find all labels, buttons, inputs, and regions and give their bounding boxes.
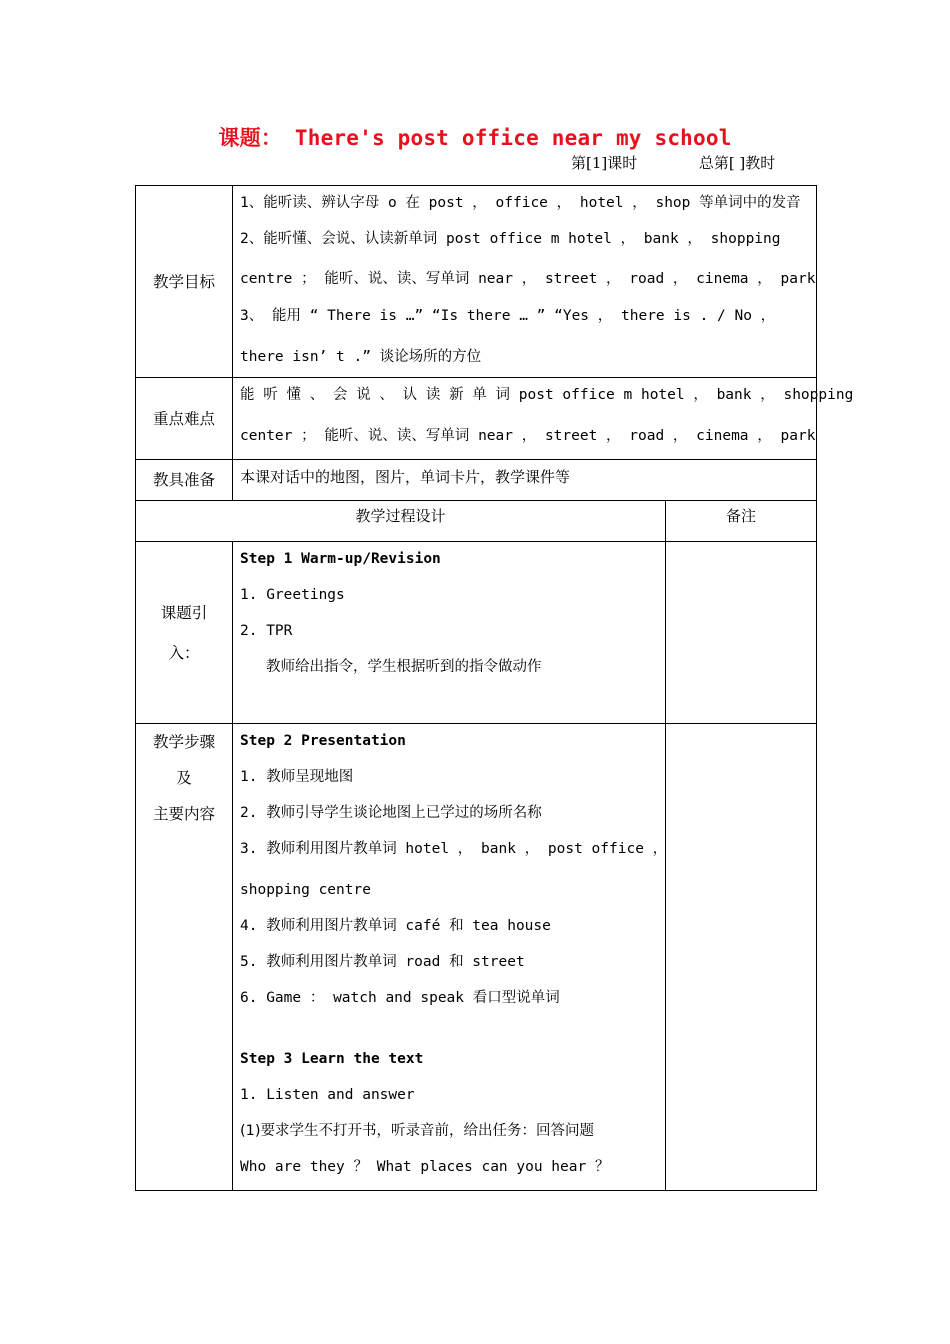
page-title (0, 122, 950, 152)
step2-item: 5. 教师利用图片教单词 road 和 street (240, 954, 525, 970)
materials-text: 本课对话中的地图，图片，单词卡片，教学课件等 (240, 468, 571, 486)
objectives-row (136, 186, 817, 378)
process-header-row (136, 501, 817, 542)
intro-label (136, 542, 233, 724)
intro-row (136, 542, 817, 724)
step1-title: Step 1 Warm-up/Revision (240, 551, 441, 567)
intro-notes (666, 542, 817, 724)
main-label-line: 及 (176, 769, 192, 787)
materials-content (233, 460, 817, 501)
intro-label-line: 课题引 (160, 603, 208, 622)
lesson-info (571, 152, 775, 173)
total-lesson-number: 总第[ ]教时 (698, 154, 776, 172)
intro-item: 1. Greetings (240, 587, 345, 603)
main-notes (666, 724, 817, 1191)
lesson-plan-table (135, 185, 854, 1191)
main-label-line: 教学步骤 (152, 733, 215, 751)
key-points-row (136, 378, 817, 460)
main-label (136, 724, 233, 1191)
intro-content (233, 542, 666, 724)
title-label: 课题： (218, 126, 283, 150)
main-row (136, 724, 817, 1191)
step2-item: shopping centre (240, 882, 371, 898)
objective-line: there isn’ t .” 谈论场所的方位 (240, 349, 482, 365)
process-design-header: 教学过程设计 (136, 501, 666, 542)
objective-line: 3、 能用 “ There is …” “Is there … ” “Yes ， there is . / No ， (240, 308, 776, 324)
objectives-label: 教学目标 (136, 186, 233, 378)
materials-row (136, 460, 817, 501)
step2-item: 2. 教师引导学生谈论地图上已学过的场所名称 (240, 805, 542, 821)
objective-line: centre ； 能听、说、读、写单词 near ， street ， road ， cinema ， park (240, 271, 816, 287)
key-point-line: center ； 能听、说、读、写单词 near ， street ， road ， cinema ， park (240, 428, 816, 444)
lesson-number: 第[1]课时 (571, 154, 638, 172)
title-text: There's post office near my school (294, 126, 732, 150)
main-content (233, 724, 666, 1191)
step3-title: Step 3 Learn the text (240, 1051, 424, 1067)
intro-detail: 教师给出指令，学生根据听到的指令做动作 (266, 659, 542, 675)
step2-item: 3. 教师利用图片教单词 hotel ， bank ， post office ， (240, 841, 668, 857)
step2-item: 6. Game ： watch and speak 看口型说单词 (240, 990, 560, 1006)
step3-item: (1)要求学生不打开书，听录音前，给出任务：回答问题 (240, 1123, 595, 1139)
key-point-line: 能 听 懂 、 会 说 、 认 读 新 单 词 post office m hotel ， bank ， shopping (240, 387, 854, 403)
main-label-line: 主要内容 (152, 805, 215, 823)
step3-item: Who are they ？ What places can you hear ？ (240, 1159, 610, 1175)
step3-item: 1. Listen and answer (240, 1087, 415, 1103)
objective-line: 2、能听懂、会说、认读新单词 post office m hotel ， bank ， shopping (240, 231, 781, 247)
intro-label-line: 入： (168, 643, 200, 662)
notes-header: 备注 (666, 501, 817, 542)
key-points-content (233, 378, 854, 460)
step2-item: 4. 教师利用图片教单词 café 和 tea house (240, 918, 551, 934)
objective-line: 1、能听读、辨认字母 o 在 post ， office ， hotel ， shop 等单词中的发音 (240, 195, 801, 211)
objectives-content (233, 186, 817, 378)
key-points-label: 重点难点 (136, 378, 233, 460)
step2-item: 1. 教师呈现地图 (240, 769, 354, 785)
intro-item: 2. TPR (240, 623, 293, 639)
materials-label: 教具准备 (136, 460, 233, 501)
step2-title: Step 2 Presentation (240, 733, 406, 749)
